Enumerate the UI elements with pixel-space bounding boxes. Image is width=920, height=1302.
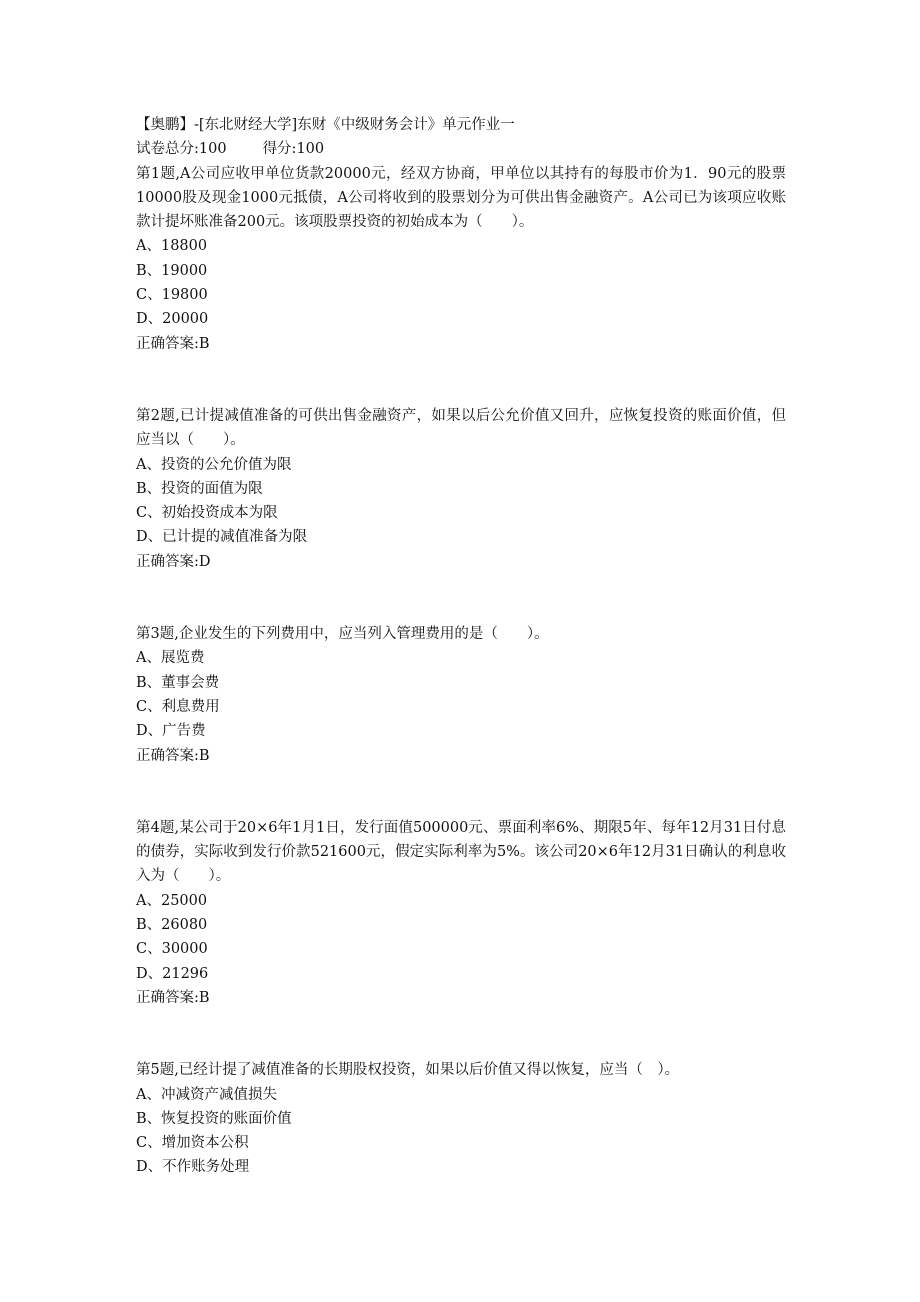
question-stem: 第2题,已计提减值准备的可供出售金融资产，如果以后公允价值又回升，应恢复投资的账面价值，但应当以（ ）。 (136, 407, 786, 449)
option-a: A、展览费 (136, 650, 205, 667)
question-5 (136, 1058, 786, 1179)
option-d: D、21296 (136, 965, 209, 982)
option-a: A、冲减资产减值损失 (136, 1086, 277, 1103)
option-a: A、18800 (136, 238, 208, 255)
question-stem: 第1题,A公司应收甲单位货款20000元，经双方协商，甲单位以其持有的每股市价为1．90元的股票10000股及现金1000元抵债，A公司将收到的股票划分为可供出售金融资产。A公司已为该项应收账款计提坏账准备200元。该项股票投资的初始成本为（ ）。 (136, 165, 786, 231)
question-stem: 第3题,企业发生的下列费用中，应当列入管理费用的是（ ）。 (136, 626, 549, 643)
spacer (136, 356, 786, 404)
option-d: D、已计提的减值准备为限 (136, 529, 308, 546)
question-stem: 第5题,已经计提了减值准备的长期股权投资，如果以后价值又得以恢复，应当（ ）。 (136, 1062, 680, 1079)
correct-answer: 正确答案:D (136, 553, 211, 570)
option-c: C、利息费用 (136, 698, 220, 715)
question-3 (136, 622, 786, 768)
document-title: 【奥鹏】-[东北财经大学]东财《中级财务会计》单元作业一 (136, 117, 515, 133)
option-c: C、19800 (136, 287, 208, 304)
document-content (136, 113, 786, 1180)
option-b: B、恢复投资的账面价值 (136, 1110, 292, 1127)
option-a: A、投资的公允价值为限 (136, 456, 292, 473)
option-c: C、初始投资成本为限 (136, 505, 278, 522)
option-d: D、广告费 (136, 723, 206, 740)
correct-answer: 正确答案:B (136, 989, 210, 1006)
option-a: A、25000 (136, 892, 208, 909)
spacer (136, 1010, 786, 1058)
question-2 (136, 404, 786, 574)
option-c: C、增加资本公积 (136, 1135, 249, 1152)
correct-answer: 正确答案:B (136, 747, 210, 764)
option-b: B、19000 (136, 262, 208, 279)
correct-answer: 正确答案:B (136, 335, 210, 352)
obtained-score: 得分:100 (262, 141, 325, 158)
question-1 (136, 162, 786, 356)
option-b: B、投资的面值为限 (136, 480, 263, 497)
option-b: B、董事会费 (136, 674, 220, 691)
total-score: 试卷总分:100 (136, 141, 227, 158)
question-4 (136, 816, 786, 1010)
spacer (136, 768, 786, 816)
option-b: B、26080 (136, 917, 208, 934)
spacer (136, 574, 786, 622)
option-d: D、20000 (136, 311, 209, 328)
score-line (136, 137, 786, 161)
question-stem: 第4题,某公司于20×6年1月1日，发行面值500000元、票面利率6%、期限5年、每年12月31日付息的债券，实际收到发行价款521600元，假定实际利率为5%。该公司20×6年12月31日确认的利息收入为（ ）。 (136, 819, 786, 885)
option-d: D、不作账务处理 (136, 1159, 250, 1176)
option-c: C、30000 (136, 941, 208, 958)
